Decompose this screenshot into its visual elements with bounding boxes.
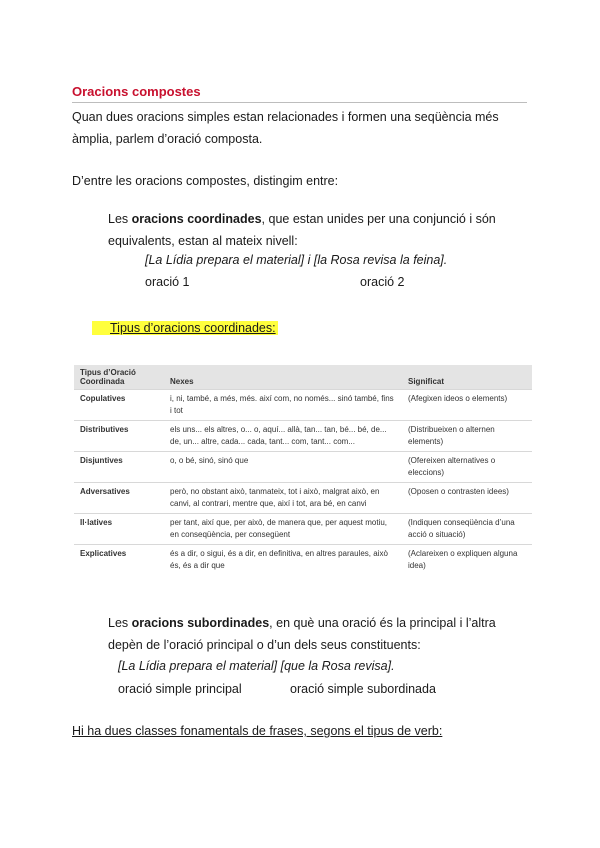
subordinate-paragraph	[108, 612, 528, 656]
subordinate-example: [La Lídia prepara el material] [que la Rosa revisa].	[118, 659, 395, 673]
table-cell: Explicatives	[74, 545, 164, 576]
table-cell: Adversatives	[74, 483, 164, 514]
subordinate-label-1: oració simple principal	[118, 682, 242, 696]
table-cell: Distributives	[74, 421, 164, 452]
table-row	[74, 390, 532, 421]
table-cell: però, no obstant això, tanmateix, tot i això, malgrat això, en canvi, al contrari, mentre que, així i tot, ara bé, en canvi	[164, 483, 402, 514]
table-header-cell: Nexes	[164, 365, 402, 390]
distinction-paragraph: D’entre les oracions compostes, distingim entre:	[72, 174, 339, 188]
subordinate-label-2: oració simple subordinada	[290, 682, 436, 696]
table-cell: o, o bé, sinó, sinó que	[164, 452, 402, 483]
table-cell: i, ni, també, a més, més. així com, no només... sinó també, fins i tot	[164, 390, 402, 421]
coordinate-label-2: oració 2	[360, 275, 405, 289]
table-cell: (Oposen o contrasten idees)	[402, 483, 532, 514]
coordinate-types-heading: Tipus d’oracions coordinades:	[92, 321, 278, 335]
table-row	[74, 483, 532, 514]
coordinate-example: [La Lídia prepara el material] i [la Rosa revisa la feina].	[145, 253, 448, 267]
table-row	[74, 452, 532, 483]
coordinate-types-table	[74, 365, 532, 575]
coordinate-label-1: oració 1	[145, 275, 190, 289]
sub-post: , en què una oració és la principal i l’altra depèn de l’oració principal o d’un dels seus constituents:	[108, 616, 496, 652]
table-cell: (Indiquen conseqüència d’una acció o situació)	[402, 514, 532, 545]
table-cell: els uns... els altres, o... o, aquí... allà, tan... tan, bé... bé, de... de, un... altre, cada... cada, tant... com, tant... com...	[164, 421, 402, 452]
table-cell: Il·latives	[74, 514, 164, 545]
coord-post: , que estan unides per una conjunció i són equivalents, estan al mateix nivell:	[108, 212, 496, 248]
table-cell: per tant, així que, per això, de manera que, per aquest motiu, en conseqüència, per consegüent	[164, 514, 402, 545]
table-cell: és a dir, o sigui, és a dir, en definitiva, en altres paraules, això és, és a dir que	[164, 545, 402, 576]
table-row	[74, 514, 532, 545]
table-row	[74, 421, 532, 452]
table-header-cell: Tipus d’Oració Coordinada	[74, 365, 164, 390]
table-header-row	[74, 365, 532, 390]
table-cell: Disjuntives	[74, 452, 164, 483]
table-cell: (Afegixen ideos o elements)	[402, 390, 532, 421]
table-header-cell: Significat	[402, 365, 532, 390]
table-cell: (Aclareixen o expliquen alguna idea)	[402, 545, 532, 576]
section-title: Oracions compostes	[72, 84, 201, 99]
table-cell: Copulatives	[74, 390, 164, 421]
classes-heading: Hi ha dues classes fonamentals de frases, segons el tipus de verb:	[72, 724, 443, 738]
coord-pre: Les	[108, 212, 132, 226]
coordinate-paragraph	[108, 208, 528, 252]
sub-bold: oracions subordinades	[131, 616, 270, 630]
coord-bold: oracions coordinades	[131, 212, 262, 226]
title-divider	[72, 102, 527, 103]
table-cell: (Ofereixen alternatives o eleccions)	[402, 452, 532, 483]
table-cell: (Distribueixen o alternen elements)	[402, 421, 532, 452]
intro-paragraph: Quan dues oracions simples estan relacionades i formen una seqüència més àmplia, parlem d’oració composta.	[72, 110, 499, 146]
table-row	[74, 545, 532, 576]
sub-pre: Les	[108, 616, 132, 630]
